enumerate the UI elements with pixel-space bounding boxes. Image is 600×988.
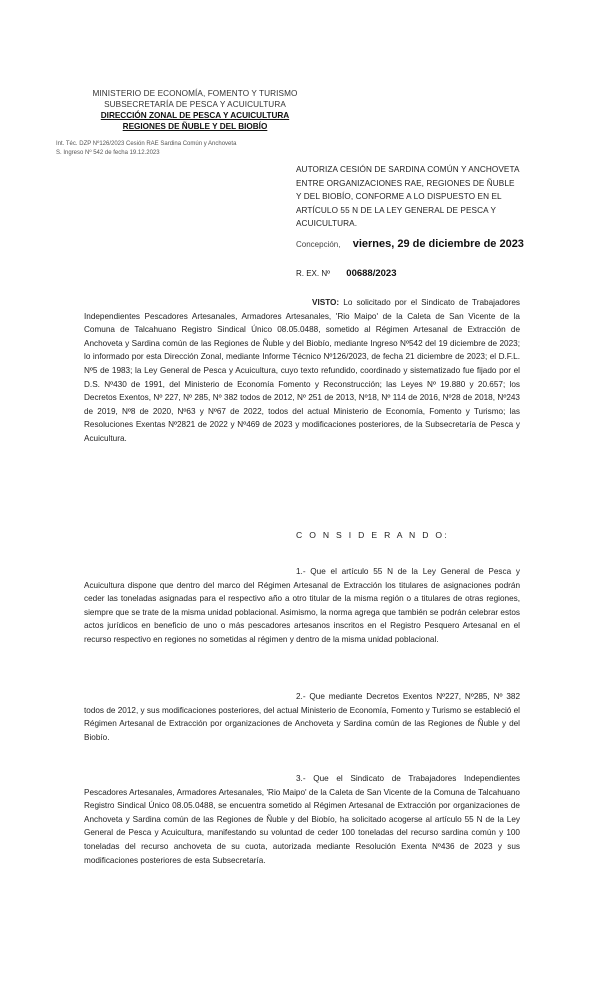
regiones-name: REGIONES DE ÑUBLE Y DEL BIOBÍO (122, 122, 268, 131)
letterhead (80, 88, 310, 132)
visto-paragraph (84, 296, 520, 446)
visto-lead: VISTO: (312, 298, 340, 307)
reference-line-2: S. Ingreso Nº 542 de fecha 19.12.2023 (56, 150, 160, 156)
reference-line-1: Int. Téc. DZP Nº126/2023 Cesión RAE Sardina Común y Anchoveta (56, 141, 237, 147)
rex-number: 00688/2023 (346, 268, 397, 279)
reference-lines (56, 140, 236, 158)
visto-text: Lo solicitado por el Sindicato de Trabajadores Independientes Pescadores Artesanales, Armadores Artesanales, 'Rio Maipo' de la Caleta de San Vicente de la Comuna de Talcahuano Registro Sindical Único 08.05.0488, sometido al Régimen Artesanal de Extracción de Anchoveta y Sardina común de las Regiones de Ñuble y del Biobío, mediante Ingreso Nº542 del 19 diciembre de 2023; lo informado por esta Dirección Zonal, mediante Informe Técnico Nº126/2023, de fecha 21 diciembre de 2023; el D.F.L. Nº5 de 1983; la Ley General de Pesca y Acuicultura, cuyo texto refundido, coordinado y sistematizado fue fijado por el D.S. Nº430 de 1991, del Ministerio de Economía Fomento y Reconstrucción; las Leyes Nº 19.880 y 20.657; los Decretos Exentos, Nº 227, Nº 285, Nº 382 todos de 2012, Nº 251 de 2013, Nº18, Nº 114 de 2016, Nº28 de 2018, Nº243 de 2019, Nº8 de 2020, Nº63 y Nº67 de 2022, todos del actual Ministerio de Economía, Fomento y Turismo; las Resoluciones Exentas Nº2821 de 2022 y Nº469 de 2023 y modificaciones posteriores, de la Subsecretaría de Pesca y Acuicultura. (84, 298, 520, 443)
place-label: Concepción, (296, 240, 341, 249)
considerando-heading: C O N S I D E R A N D O: (296, 530, 450, 540)
resolution-title: AUTORIZA CESIÓN DE SARDINA COMÚN Y ANCHOVETA ENTRE ORGANIZACIONES RAE, REGIONES DE ÑUBLE Y DEL BIOBÍO, CONFORME A LO DISPUESTO EN EL ARTÍCULO 55 N DE LA LEY GENERAL DE PESCA Y ACUICULTURA. (296, 165, 520, 228)
rex-label: R. EX. Nº (296, 269, 331, 278)
considerando-paragraph-1: 1.- Que el artículo 55 N de la Ley General de Pesca y Acuicultura dispone que dentro del marco del Régimen Artesanal de Extracción los titulares de asignaciones podrán ceder las toneladas asignadas para el respectivo año a otro titular de la misma región o a titulares de otras regiones, siempre que se trate de la misma unidad poblacional. Asimismo, la norma agrega que también se podrán celebrar estos actos jurídicos en beneficio de uno o más pescadores artesanos inscritos en el Registro Pesquero Artesanal en el recurso respectivo en regiones no sometidas al régimen y dentro de la misma unidad poblacional. (84, 567, 520, 644)
resolution-date: viernes, 29 de diciembre de 2023 (352, 238, 524, 250)
considerando-paragraph-2: 2.- Que mediante Decretos Exentos Nº227, Nº285, Nº 382 todos de 2012, y sus modificaciones posteriores, del actual Ministerio de Economía, Fomento y Turismo se estableció el Régimen Artesanal de Extracción por organizaciones de Anchoveta y Sardina común de las Regiones de Ñuble y del Biobío. (84, 692, 520, 742)
resolution-number-line (296, 268, 396, 279)
direccion-zonal-name: DIRECCIÓN ZONAL DE PESCA Y ACUICULTURA (100, 111, 290, 120)
considerando-paragraph-3: 3.- Que el Sindicato de Trabajadores Independientes Pescadores Artesanales, Armadores Artesanales, 'Rio Maipo' de la Caleta de San Vicente de la Comuna de Talcahuano Registro Sindical Único 08.05.0488, se encuentra sometido al Régimen Artesanal de Extracción por organizaciones de Anchoveta y Sardina común de las Regiones de Ñuble y del Biobío, ha solicitado acogerse al artículo 55 N de la Ley General de Pesca y Acuicultura, manifestando su voluntad de ceder 100 toneladas del recurso sardina común y 100 toneladas del recurso anchoveta de su cuota, autorizada mediante Resolución Exenta Nº436 de 2023 y sus modificaciones posteriores de esta Subsecretaría. (84, 774, 520, 865)
subsecretaria-name: SUBSECRETARÍA DE PESCA Y ACUICULTURA (104, 100, 286, 109)
ministry-name: MINISTERIO DE ECONOMÍA, FOMENTO Y TURISMO (92, 89, 298, 98)
date-line (296, 238, 524, 250)
